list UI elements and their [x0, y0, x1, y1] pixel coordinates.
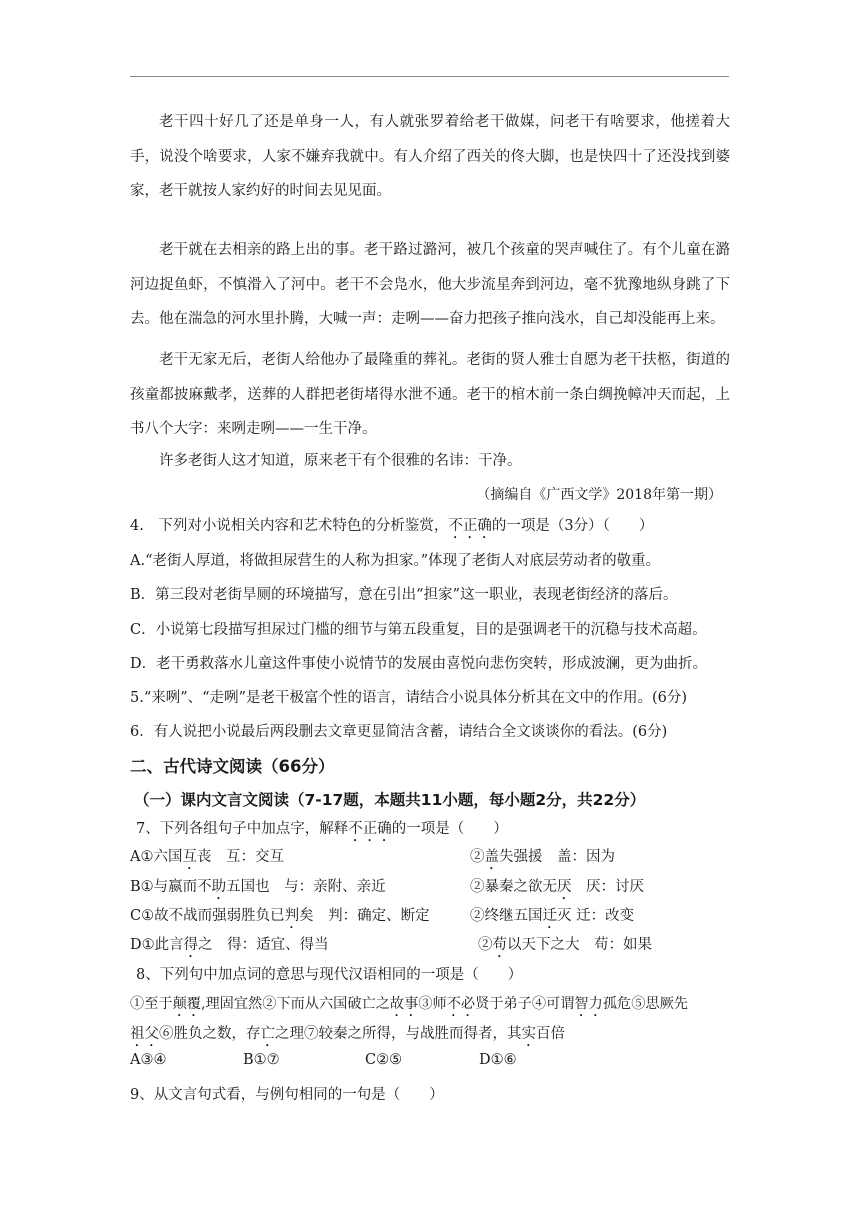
question-4-option-d: D．老干勇救落水儿童这件事使小说情节的发展由喜悦向悲伤突转，形成波澜，更为曲折。 [130, 656, 708, 672]
header-rule [130, 76, 729, 77]
question-7-option-a-2: ②盖失强援 盖：因为 [470, 849, 615, 865]
question-8-stem: 8、下列句中加点词的意思与现代汉语相同的一项是（ ） [136, 967, 523, 983]
question-8-option-d: D①⑥ [479, 1052, 517, 1068]
question-8-option-c: C②⑤ [365, 1052, 403, 1068]
question-9-stem: 9、从文言句式看，与例句相同的一句是（ ） [130, 1087, 444, 1103]
question-6: 6．有人说把小说最后两段删去文章更显简洁含蓄，请结合全文谈谈你的看法。(6分) [130, 724, 668, 740]
question-8-sentences-line-2: 祖父⑥胜负之数，存亡之理⑦较秦之所得，与战胜而得者，其实百倍 [130, 1026, 565, 1042]
question-8-option-b: B①⑦ [243, 1052, 280, 1068]
story-source: （摘编自《广西文学》2018年第一期） [476, 487, 722, 503]
question-7-option-b-2: ②暴秦之欲无厌 厌：讨厌 [470, 879, 644, 895]
story-paragraph-3: 老干无家无后，老街人给他办了最隆重的葬礼。老街的贤人雅士自愿为老干扶柩，街道的孩童都披麻戴孝，送葬的人群把老街堵得水泄不通。老干的棺木前一条白绸挽幛冲天而起，上书八个大字：来咧走咧——一生干净。 [130, 352, 730, 437]
story-paragraph-4: 许多老街人这才知道，原来老干有个很雅的名讳：干净。 [159, 453, 522, 469]
question-4-option-b: B．第三段对老街旱厕的环境描写，意在引出“担家”这一职业，表现老街经济的落后。 [130, 587, 678, 603]
emphasis-text: 不正确 [448, 518, 492, 534]
question-4-option-a: A.“老街人厚道，将做担尿营生的人称为担家。”体现了老街人对底层劳动者的敬重。 [130, 553, 661, 569]
question-7-option-c-2: ②终继五国迁灭 迁：改变 [470, 908, 635, 924]
story-paragraph-2: 老干就在去相亲的路上出的事。老干路过潞河，被几个孩童的哭声喊住了。有个儿童在潞河边捉鱼虾，不慎滑入了河中。老干不会凫水，他大步流星奔到河边，毫不犹豫地纵身跳了下去。他在湍急的河水里扑腾，大喊一声：走咧——奋力把孩子推向浅水，自己却没能再上来。 [130, 242, 730, 327]
section-2-subtitle: （一）课内文言文阅读（7-17题，本题共11小题，每小题2分，共22分） [134, 791, 646, 809]
question-4-option-c: C．小说第七段描写担尿过门槛的细节与第五段重复，目的是强调老干的沉稳与技术高超。 [130, 622, 707, 638]
question-5: 5.“来咧”、“走咧”是老干极富个性的语言，请结合小说具体分析其在文中的作用。(6分) [130, 690, 688, 706]
section-2-title: 二、古代诗文阅读（66分） [130, 757, 335, 776]
question-7-option-c-1: C①故不战而强弱胜负已判矣 判：确定、断定 [130, 908, 430, 924]
question-7-option-d-2: ②苟以天下之大 苟：如果 [478, 937, 652, 953]
question-8-sentences-line-1: ①至于颠覆,理固宜然②下而从六国破亡之故事③师不必贤于弟子④可谓智力孤危⑤思厥先 [130, 996, 688, 1012]
question-8-option-a: A③④ [130, 1052, 167, 1068]
question-7-option-a-1: A①六国互丧 互：交互 [130, 849, 284, 865]
story-paragraph-1: 老干四十好几了还是单身一人，有人就张罗着给老干做媒，问老干有啥要求，他搓着大手，说没个啥要求，人家不嫌弃我就中。有人介绍了西关的佟大脚，也是快四十了还没找到婆家，老干就按人家约好的时间去见见面。 [130, 114, 730, 199]
question-7-stem: 7、下列各组句子中加点字，解释不正确的一项是（ ） [136, 821, 508, 837]
question-7-option-b-1: B①与嬴而不助五国也 与：亲附、亲近 [130, 879, 386, 895]
emphasis-text: 不正确 [348, 821, 392, 837]
question-7-option-d-1: D①此言得之 得：适宜、得当 [130, 937, 329, 953]
question-4-stem: 4. 下列对小说相关内容和艺术特色的分析鉴赏，不正确的一项是（3分）（ ） [130, 518, 654, 534]
